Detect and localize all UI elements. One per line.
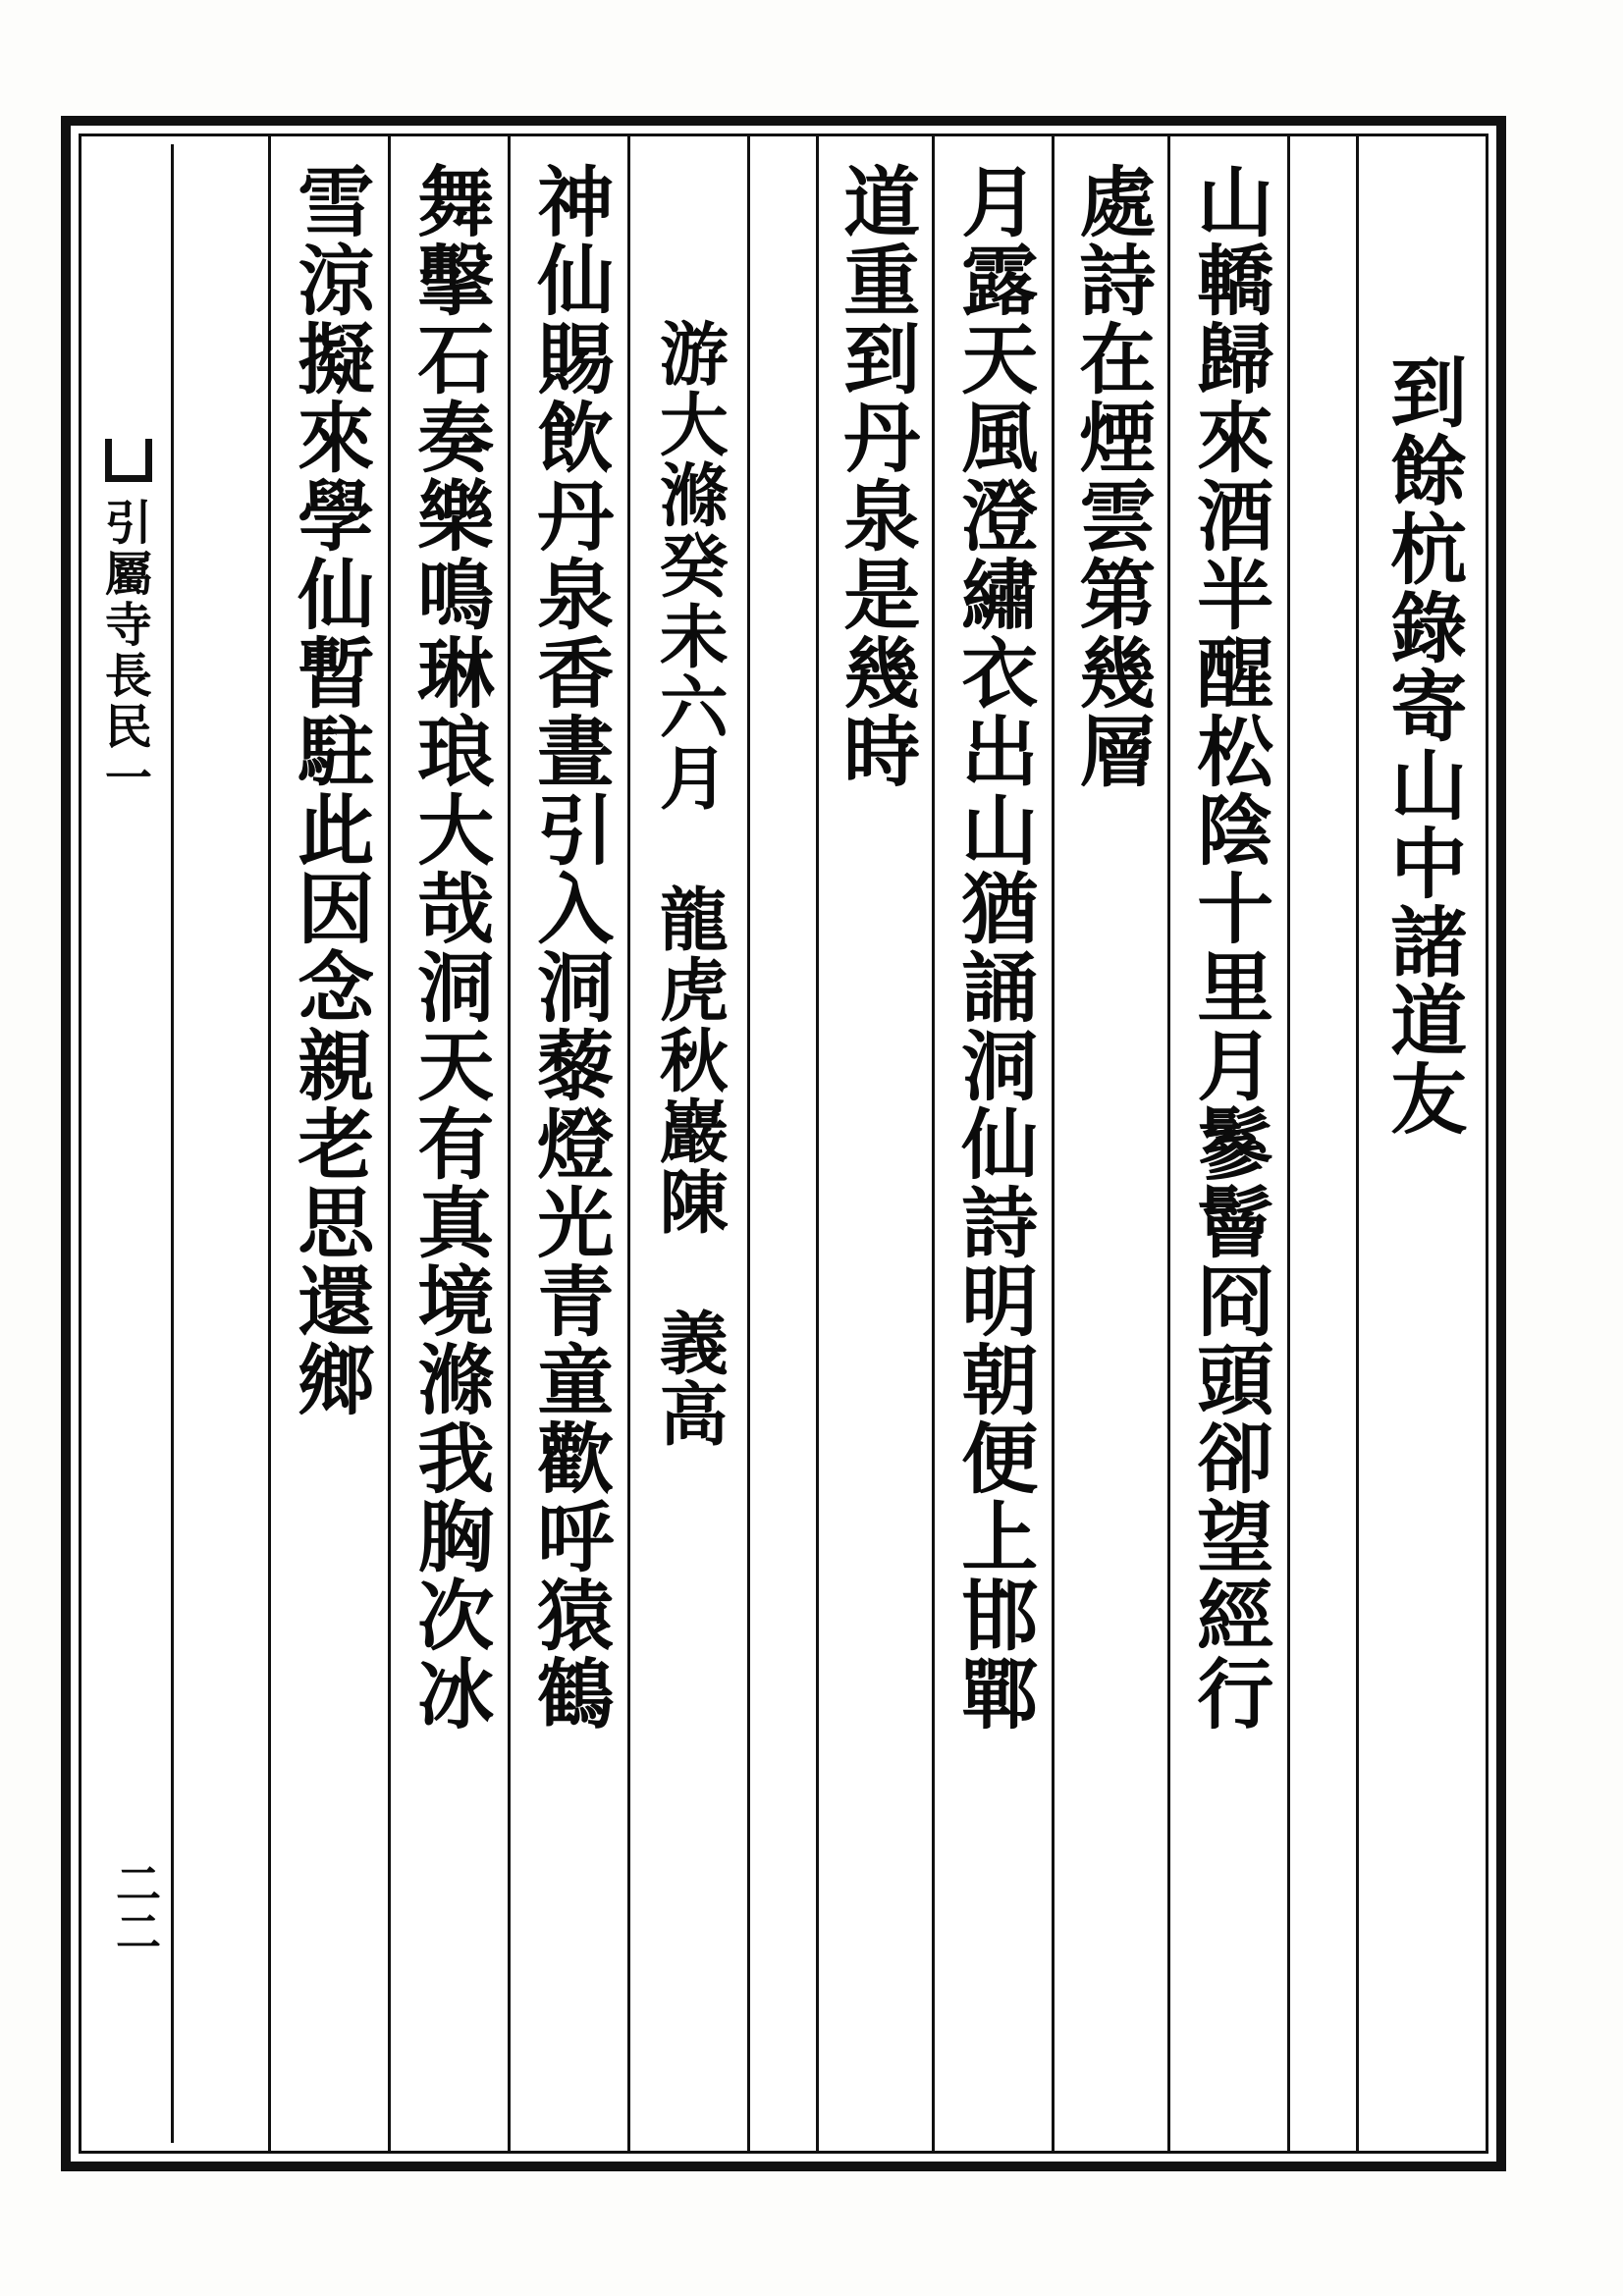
poem-subtitle-attribution: 游大滌癸未六月 龍虎秋巖陳 義高 bbox=[648, 318, 730, 1449]
column-11 bbox=[268, 136, 388, 2151]
poem-title: 到餘杭錄寄山中諸道友 bbox=[1378, 352, 1468, 1138]
column-10 bbox=[388, 136, 508, 2151]
page-inner-frame bbox=[79, 133, 1488, 2154]
column-9-text: 神仙賜飲丹泉香晝引入洞藜燈光青童歡呼猿鶴 bbox=[524, 162, 615, 1733]
column-11-text: 雪涼擬來學仙暫駐此因念親老思還鄉 bbox=[285, 162, 375, 1418]
column-6-text: 道重到丹泉是幾時 bbox=[831, 162, 921, 790]
column-5-text: 月露天風澄繡衣出山猶誦洞仙詩明朝便上邯鄲 bbox=[948, 162, 1039, 1733]
column-9 bbox=[508, 136, 627, 2151]
column-2 bbox=[1287, 136, 1356, 2151]
fishtail-mark-icon bbox=[105, 439, 152, 482]
column-1 bbox=[1356, 136, 1486, 2151]
text-columns bbox=[81, 136, 1486, 2151]
column-8 bbox=[627, 136, 747, 2151]
column-3 bbox=[1167, 136, 1287, 2151]
column-5 bbox=[932, 136, 1052, 2151]
column-7 bbox=[747, 136, 816, 2151]
page-number: 二二 bbox=[109, 1860, 162, 1956]
column-6 bbox=[816, 136, 932, 2151]
spine-label: 引屬寺長民一 bbox=[96, 498, 152, 804]
column-10-text: 舞擊石奏樂鳴琳琅大哉洞天有真境滌我胸次冰 bbox=[405, 162, 495, 1733]
column-4-text: 處詩在煙雲第幾層 bbox=[1066, 162, 1157, 790]
column-4 bbox=[1052, 136, 1167, 2151]
column-3-text: 山轎歸來酒半醒松陰十里月鬖鬙冏頭卻望經行 bbox=[1184, 162, 1274, 1733]
page-spine-margin bbox=[89, 144, 174, 2143]
page-border-frame bbox=[61, 116, 1506, 2171]
